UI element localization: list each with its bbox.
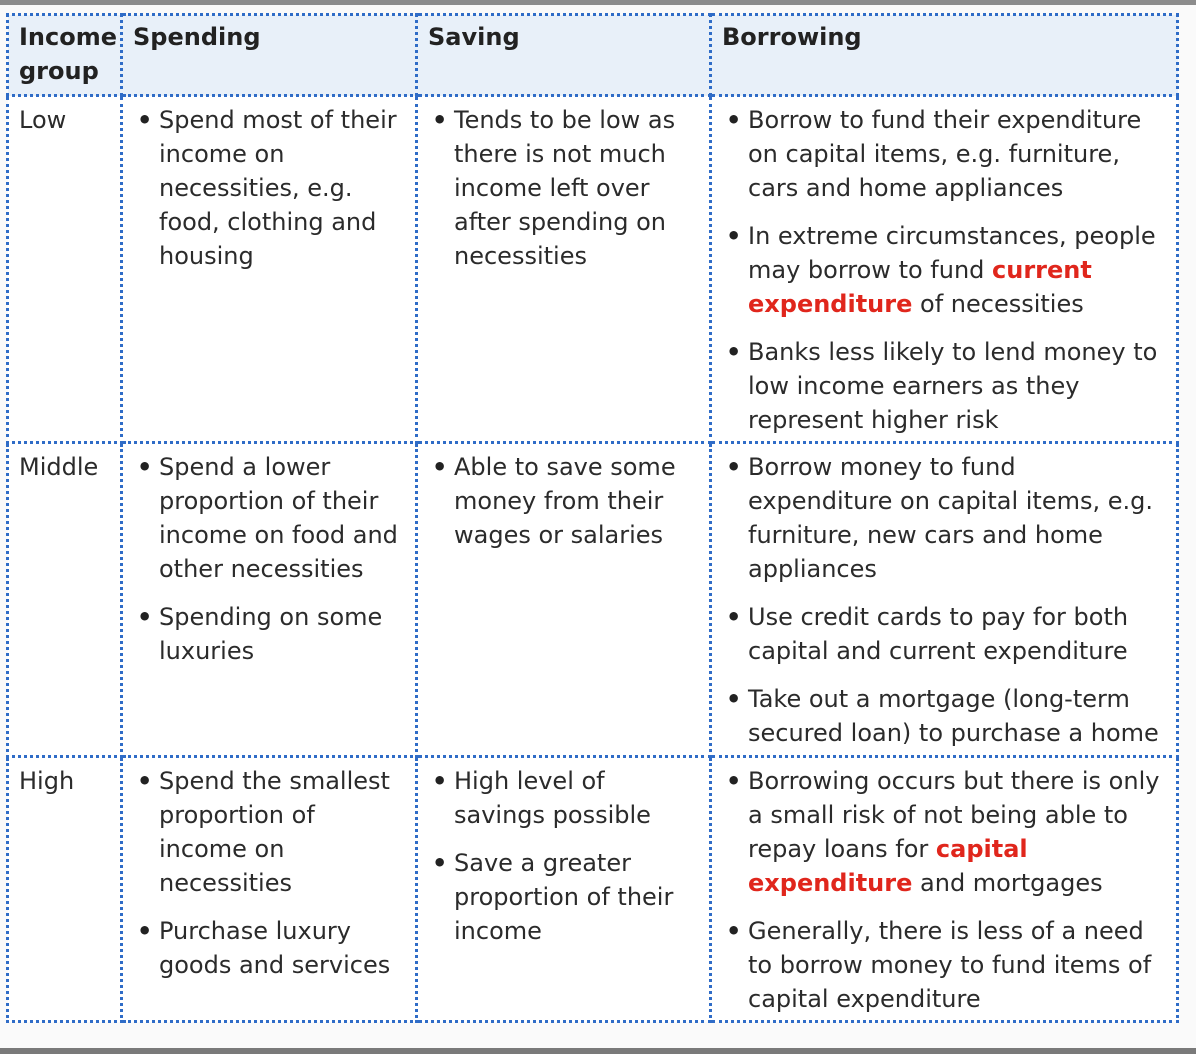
bottom-edge xyxy=(0,1048,1196,1054)
item-text: Borrow money to fund expenditure on capital items, e.g. furniture, new cars and home appliances xyxy=(748,453,1153,583)
spending-cell xyxy=(122,443,417,757)
list-item xyxy=(722,764,1166,900)
item-text: Use credit cards to pay for both capital and current expenditure xyxy=(748,603,1129,665)
header-income-group: Income group xyxy=(8,15,122,96)
list-item xyxy=(722,335,1166,437)
header-spending: Spending xyxy=(122,15,417,96)
borrowing-cell xyxy=(711,757,1178,1022)
borrowing-cell xyxy=(711,443,1178,757)
header-borrowing: Borrowing xyxy=(711,15,1178,96)
spending-cell xyxy=(122,96,417,443)
list-item: • Spending on some luxuries xyxy=(133,600,405,668)
item-text: Banks less likely to lend money to low income earners as they represent higher risk xyxy=(748,338,1158,434)
list-item: • Tends to be low as there is not much income left over after spending on necessities xyxy=(428,103,699,273)
list-item xyxy=(722,450,1166,586)
list-item: • Spend the smallest proportion of income on necessities xyxy=(133,764,405,900)
list-item xyxy=(722,219,1166,321)
saving-cell xyxy=(417,443,711,757)
item-text: Borrow to fund their expenditure on capital items, e.g. furniture, cars and home appliances xyxy=(748,106,1142,202)
borrowing-cell xyxy=(711,96,1178,443)
item-text: Borrowing occurs but there is only a small risk of not being able to repay loans for xyxy=(748,767,1160,863)
list-item xyxy=(722,682,1166,750)
group-cell: High xyxy=(8,757,122,1022)
saving-cell xyxy=(417,96,711,443)
list-item: • Able to save some money from their wages or salaries xyxy=(428,450,699,552)
item-text: In extreme circumstances, people may borrow to fund xyxy=(748,222,1156,284)
list-item: • High level of savings possible xyxy=(428,764,699,832)
header-row xyxy=(8,15,1178,96)
income-groups-table xyxy=(6,13,1179,1023)
list-item: • Spend most of their income on necessities, e.g. food, clothing and housing xyxy=(133,103,405,273)
list-item: • Purchase luxury goods and services xyxy=(133,914,405,982)
spending-cell xyxy=(122,757,417,1022)
list-item xyxy=(722,103,1166,205)
item-text: of necessities xyxy=(912,290,1084,318)
item-text: Take out a mortgage (long-term secured loan) to purchase a home xyxy=(748,685,1159,747)
list-item: • Spend a lower proportion of their income on food and other necessities xyxy=(133,450,405,586)
list-item xyxy=(722,914,1166,1016)
item-text: and mortgages xyxy=(912,869,1103,897)
item-text: Generally, there is less of a need to borrow money to fund items of capital expenditure xyxy=(748,917,1152,1013)
row-high xyxy=(8,757,1178,1022)
row-low xyxy=(8,96,1178,443)
header-saving: Saving xyxy=(417,15,711,96)
list-item xyxy=(722,600,1166,668)
saving-cell xyxy=(417,757,711,1022)
group-cell: Middle xyxy=(8,443,122,757)
key-term-highlight: capital expenditure xyxy=(748,835,1028,897)
key-term-highlight: current expenditure xyxy=(748,256,1092,318)
group-cell: Low xyxy=(8,96,122,443)
row-middle xyxy=(8,443,1178,757)
list-item: • Save a greater proportion of their income xyxy=(428,846,699,948)
top-edge xyxy=(0,0,1196,5)
